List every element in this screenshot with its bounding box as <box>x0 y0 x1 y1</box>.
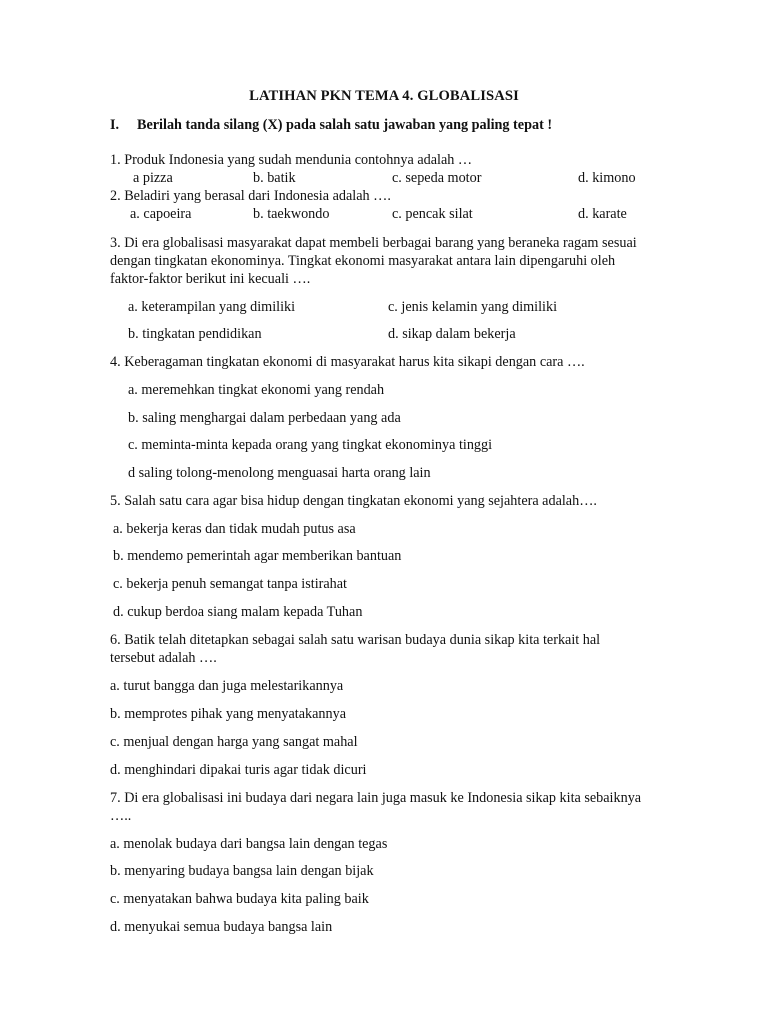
question-2-option-c: c. pencak silat <box>392 206 473 222</box>
question-4-option-a: a. meremehkan tingkat ekonomi yang rendah <box>128 382 385 398</box>
question-2-option-d: d. karate <box>578 206 627 222</box>
question-3-stem-line-1: 3. Di era globalisasi masyarakat dapat membeli berbagai barang yang beraneka ragam sesuai <box>110 235 637 251</box>
question-6-stem-line-2: tersebut adalah …. <box>110 650 217 666</box>
question-6-stem-line-1: 6. Batik telah ditetapkan sebagai salah satu warisan budaya dunia sikap kita terkait hal <box>110 632 601 648</box>
question-1-option-b: b. batik <box>253 170 296 186</box>
question-6-option-a: a. turut bangga dan juga melestarikannya <box>110 678 344 694</box>
question-2-option-a: a. capoeira <box>130 206 192 222</box>
question-4-option-b: b. saling menghargai dalam perbedaan yang ada <box>128 410 401 426</box>
question-1-option-c: c. sepeda motor <box>392 170 482 186</box>
section-instruction: Berilah tanda silang (X) pada salah satu jawaban yang paling tepat ! <box>137 117 553 133</box>
question-3-option-a: a. keterampilan yang dimiliki <box>128 299 296 315</box>
section-number: I. <box>110 117 120 133</box>
document-title: LATIHAN PKN TEMA 4. GLOBALISASI <box>249 88 519 104</box>
question-6-option-b: b. memprotes pihak yang menyatakannya <box>110 706 346 722</box>
question-7-option-d: d. menyukai semua budaya bangsa lain <box>110 919 333 935</box>
question-1-option-a: a pizza <box>133 170 173 186</box>
question-6-option-c: c. menjual dengan harga yang sangat mahal <box>110 734 358 750</box>
question-5-option-a: a. bekerja keras dan tidak mudah putus asa <box>113 521 356 537</box>
question-7-stem-line-1: 7. Di era globalisasi ini budaya dari negara lain juga masuk ke Indonesia sikap kita sebaiknya <box>110 790 642 806</box>
question-5-option-c: c. bekerja penuh semangat tanpa istirahat <box>113 576 347 592</box>
question-1-option-d: d. kimono <box>578 170 636 186</box>
question-4-option-d: d saling tolong-menolong menguasai harta orang lain <box>128 465 431 481</box>
question-7-option-c: c. menyatakan bahwa budaya kita paling baik <box>110 891 369 907</box>
question-4-stem: 4. Keberagaman tingkatan ekonomi di masyarakat harus kita sikapi dengan cara …. <box>110 354 585 370</box>
question-7-stem-line-2: ….. <box>110 808 132 824</box>
question-2-option-b: b. taekwondo <box>253 206 330 222</box>
question-3-option-b: b. tingkatan pendidikan <box>128 326 262 342</box>
question-5-option-b: b. mendemo pemerintah agar memberikan bantuan <box>113 548 402 564</box>
question-4-option-c: c. meminta-minta kepada orang yang tingkat ekonominya tinggi <box>128 437 493 453</box>
question-5-stem: 5. Salah satu cara agar bisa hidup dengan tingkatan ekonomi yang sejahtera adalah…. <box>110 493 597 509</box>
question-3-option-d: d. sikap dalam bekerja <box>388 326 516 342</box>
question-6-option-d: d. menghindari dipakai turis agar tidak dicuri <box>110 762 367 778</box>
question-7-option-b: b. menyaring budaya bangsa lain dengan bijak <box>110 863 374 879</box>
question-3-stem-line-2: dengan tingkatan ekonominya. Tingkat ekonomi masyarakat antara lain dipengaruhi oleh <box>110 253 616 269</box>
question-1-stem: 1. Produk Indonesia yang sudah mendunia contohnya adalah … <box>110 152 473 168</box>
question-3-stem-line-3: faktor-faktor berikut ini kecuali …. <box>110 271 311 287</box>
question-5-option-d: d. cukup berdoa siang malam kepada Tuhan <box>113 604 363 620</box>
question-7-option-a: a. menolak budaya dari bangsa lain dengan tegas <box>110 836 388 852</box>
question-2-stem: 2. Beladiri yang berasal dari Indonesia adalah …. <box>110 188 391 204</box>
question-3-option-c: c. jenis kelamin yang dimiliki <box>388 299 558 315</box>
